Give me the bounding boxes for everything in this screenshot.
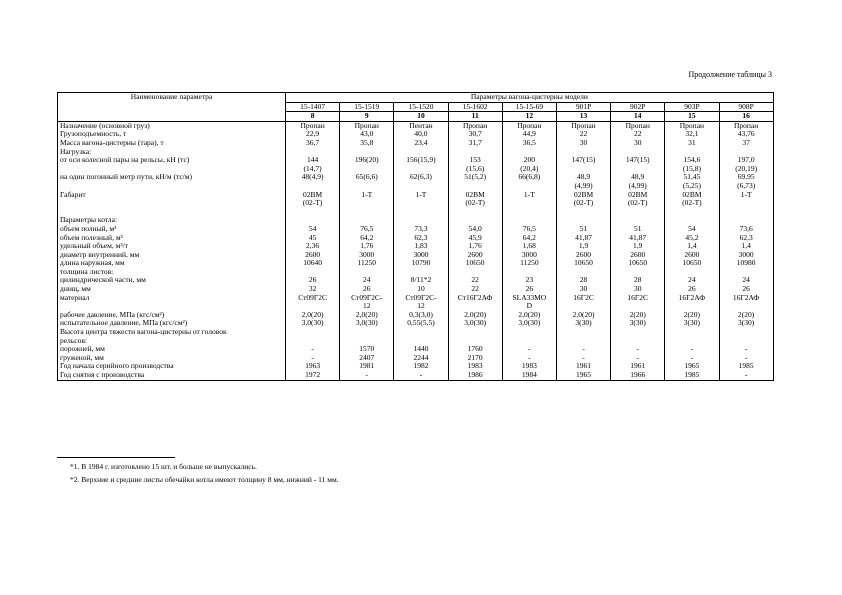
value-cell: 197,0 [719, 156, 773, 165]
value-cell: 30 [611, 285, 665, 294]
value-cell: 1,76 [340, 242, 394, 251]
value-cell: 41,87 [556, 234, 610, 243]
value-cell: 11250 [340, 259, 394, 268]
model-header-cell: 901Р [556, 102, 610, 112]
column-number-cell: 11 [448, 112, 502, 122]
value-cell: 2170 [448, 354, 502, 363]
value-cell [340, 199, 394, 208]
row-label: диаметр внутренний, мм [58, 251, 286, 260]
row-label: Высота центра тяжести вагона-цистерны от головок [58, 328, 286, 337]
value-cell: (02-Т) [286, 199, 340, 208]
value-cell: 22 [556, 130, 610, 139]
value-cell: 31,7 [448, 139, 502, 148]
value-cell: 1983 [502, 362, 556, 371]
table-row [58, 371, 774, 380]
value-cell: 10650 [611, 259, 665, 268]
value-cell: 64,2 [340, 234, 394, 243]
value-cell: - [502, 354, 556, 363]
value-cell: 1983 [448, 362, 502, 371]
value-cell: - [556, 354, 610, 363]
value-cell: 10650 [556, 259, 610, 268]
value-cell: (02-Т) [665, 199, 719, 208]
value-cell: 0,55(5,5) [394, 319, 448, 328]
value-cell: 1-Т [340, 191, 394, 200]
value-cell: Пропан [286, 121, 340, 130]
value-cell: 1965 [665, 362, 719, 371]
value-cell: 2,0(20) [502, 311, 556, 320]
value-cell: - [719, 354, 773, 363]
value-cell: 48,9 [611, 173, 665, 182]
value-cell [611, 328, 665, 337]
row-label: объем полезный, м³ [58, 234, 286, 243]
value-cell: SLA33MO [502, 294, 556, 303]
value-cell: 2,36 [286, 242, 340, 251]
value-cell: 30 [611, 139, 665, 148]
value-cell: 1,9 [611, 242, 665, 251]
value-cell: 2600 [665, 251, 719, 260]
value-cell: - [719, 345, 773, 354]
value-cell: 22 [611, 130, 665, 139]
value-cell: 02ВМ [665, 191, 719, 200]
value-cell [448, 328, 502, 337]
column-number-cell: 9 [340, 112, 394, 122]
value-cell [286, 208, 340, 217]
value-cell: Ст09Г2С [286, 294, 340, 303]
value-cell: - [340, 371, 394, 380]
value-cell: 2244 [394, 354, 448, 363]
value-cell [502, 208, 556, 217]
row-label: Нагрузка: [58, 148, 286, 157]
value-cell [719, 199, 773, 208]
value-cell: 2(20) [719, 311, 773, 320]
value-cell: 200 [502, 156, 556, 165]
value-cell: 1-Т [719, 191, 773, 200]
value-cell: 51(5,2) [448, 173, 502, 182]
value-cell: 43,0 [340, 130, 394, 139]
row-label: цилиндрической части, мм [58, 276, 286, 285]
value-cell: 65(6,6) [340, 173, 394, 182]
value-cell: 1965 [556, 371, 610, 380]
value-cell [394, 328, 448, 337]
value-cell: 144 [286, 156, 340, 165]
value-cell: 26 [719, 285, 773, 294]
column-number-cell: 10 [394, 112, 448, 122]
row-label: удельный объем, м³/т [58, 242, 286, 251]
row-label: рабочее давление, МПа (кгс/см²) [58, 311, 286, 320]
value-cell: 3(30) [665, 319, 719, 328]
value-cell: 1,68 [502, 242, 556, 251]
value-cell: 02ВМ [556, 191, 610, 200]
value-cell: Ст16Г2АФ [448, 294, 502, 303]
value-cell [394, 208, 448, 217]
column-number-cell: 13 [556, 112, 610, 122]
row-label: Масса вагона-цистерны (тара), т [58, 139, 286, 148]
value-cell [340, 208, 394, 217]
model-header-cell: 15-1519 [340, 102, 394, 112]
value-cell: D [502, 302, 556, 311]
value-cell: 1961 [611, 362, 665, 371]
table-row [58, 208, 774, 217]
value-cell: 3000 [502, 251, 556, 260]
value-cell: 3,0(30) [502, 319, 556, 328]
value-cell: 45 [286, 234, 340, 243]
value-cell: 147(15) [556, 156, 610, 165]
row-label: Год снятия с производства [58, 371, 286, 380]
value-cell: 16Г2С [611, 294, 665, 303]
value-cell [556, 328, 610, 337]
param-name-header: Наименование параметра [58, 93, 286, 122]
value-cell: 1972 [286, 371, 340, 380]
value-cell: 30 [556, 285, 610, 294]
column-number-cell: 14 [611, 112, 665, 122]
column-number-cell: 12 [502, 112, 556, 122]
value-cell: - [611, 354, 665, 363]
value-cell: 16Г2С [556, 294, 610, 303]
value-cell: 51 [556, 225, 610, 234]
value-cell: 2,0(20) [448, 311, 502, 320]
value-cell: 2600 [556, 251, 610, 260]
value-cell: Пропан [665, 121, 719, 130]
value-cell: 41,87 [611, 234, 665, 243]
value-cell: 23 [502, 276, 556, 285]
row-label: рельсов: [58, 337, 286, 346]
value-cell: - [286, 345, 340, 354]
row-label: толщина листов: [58, 268, 286, 277]
value-cell: 2,0(20) [340, 311, 394, 320]
value-cell: 48,9 [556, 173, 610, 182]
value-cell: 154,6 [665, 156, 719, 165]
table-row [58, 156, 774, 165]
value-cell: - [502, 345, 556, 354]
value-cell: 1,4 [719, 242, 773, 251]
value-cell: 62,3 [394, 234, 448, 243]
value-cell: (14,7) [286, 165, 340, 174]
value-cell: 12 [340, 302, 394, 311]
value-cell: 24 [665, 276, 719, 285]
parameters-table [57, 92, 774, 381]
row-label: Год начала серийного производства [58, 362, 286, 371]
row-label: порожней, мм [58, 345, 286, 354]
value-cell [502, 328, 556, 337]
group-title-header: Параметры вагона-цистерны модели [286, 93, 774, 103]
row-label: от оси колесной пары на рельсы, кН (тс) [58, 156, 286, 165]
value-cell: (20,4) [502, 165, 556, 174]
row-label [58, 199, 286, 208]
row-label: груженой, мм [58, 354, 286, 363]
value-cell: 3(30) [556, 319, 610, 328]
value-cell: 10650 [665, 259, 719, 268]
value-cell: 62,3 [719, 234, 773, 243]
model-header-cell: 15-1520 [394, 102, 448, 112]
value-cell: - [665, 354, 719, 363]
table-row [58, 191, 774, 200]
table-row [58, 139, 774, 148]
value-cell: 26 [286, 276, 340, 285]
value-cell: 3,0(30) [448, 319, 502, 328]
value-cell: 196(20) [340, 156, 394, 165]
value-cell: 2,0(20) [556, 311, 610, 320]
value-cell: 3,0(30) [286, 319, 340, 328]
value-cell: (20,19) [719, 165, 773, 174]
value-cell: 02ВМ [611, 191, 665, 200]
value-cell: Пропан [340, 121, 394, 130]
value-cell: - [665, 345, 719, 354]
value-cell: 76,5 [502, 225, 556, 234]
value-cell: 26 [665, 285, 719, 294]
row-label: Грузоподъемность, т [58, 130, 286, 139]
value-cell: 1986 [448, 371, 502, 380]
value-cell: 1,9 [556, 242, 610, 251]
value-cell: Ст09Г2С- [340, 294, 394, 303]
model-header-cell: 903Р [665, 102, 719, 112]
value-cell: 16Г2АФ [719, 294, 773, 303]
value-cell: Пропан [556, 121, 610, 130]
value-cell: 54 [286, 225, 340, 234]
value-cell: 45,2 [665, 234, 719, 243]
footnote-2: *2. Верхние и средние листы обечайки котла имеют толщину 8 мм, нижний - 11 мм. [70, 475, 339, 484]
value-cell: 10790 [394, 259, 448, 268]
value-cell: 24 [719, 276, 773, 285]
value-cell: 1966 [611, 371, 665, 380]
value-cell: 26 [340, 285, 394, 294]
value-cell [286, 328, 340, 337]
table-row [58, 276, 774, 285]
value-cell: 62(6,3) [394, 173, 448, 182]
column-number-cell: 15 [665, 112, 719, 122]
value-cell: 44,9 [502, 130, 556, 139]
value-cell: 36,5 [502, 139, 556, 148]
value-cell: 3000 [340, 251, 394, 260]
value-cell: 3000 [394, 251, 448, 260]
value-cell: 3(30) [719, 319, 773, 328]
value-cell: 1,4 [665, 242, 719, 251]
value-cell: 40,0 [394, 130, 448, 139]
column-number-cell: 8 [286, 112, 340, 122]
table-row [58, 259, 774, 268]
value-cell: (5,25) [665, 182, 719, 191]
row-label: испытательное давление, МПа (кгс/см²) [58, 319, 286, 328]
value-cell: 73,6 [719, 225, 773, 234]
value-cell: 1985 [719, 362, 773, 371]
value-cell: 2407 [340, 354, 394, 363]
value-cell: 64,2 [502, 234, 556, 243]
value-cell [665, 328, 719, 337]
value-cell: - [394, 371, 448, 380]
value-cell: - [611, 345, 665, 354]
value-cell: 02ВМ [286, 191, 340, 200]
value-cell: 26 [502, 285, 556, 294]
value-cell: 3000 [719, 251, 773, 260]
table-row [58, 294, 774, 303]
model-header-cell: 15-15-69 [502, 102, 556, 112]
value-cell: Ст09Г2С- [394, 294, 448, 303]
value-cell: 54 [665, 225, 719, 234]
value-cell: 1985 [665, 371, 719, 380]
value-cell: 37 [719, 139, 773, 148]
value-cell: 2600 [611, 251, 665, 260]
row-label: на один погонный метр пути, кН/м (тс/м) [58, 173, 286, 182]
value-cell: 69,95 [719, 173, 773, 182]
row-label: объем полный, м³ [58, 225, 286, 234]
value-cell: 54,0 [448, 225, 502, 234]
value-cell: 156(15,9) [394, 156, 448, 165]
value-cell: 1981 [340, 362, 394, 371]
value-cell: 22 [448, 285, 502, 294]
value-cell: 1963 [286, 362, 340, 371]
value-cell: 10640 [286, 259, 340, 268]
row-label: Габарит [58, 191, 286, 200]
value-cell: 43,76 [719, 130, 773, 139]
value-cell: (6,73) [719, 182, 773, 191]
value-cell: 147(15) [611, 156, 665, 165]
value-cell: 1982 [394, 362, 448, 371]
value-cell: 0,3(3,0) [394, 311, 448, 320]
value-cell [340, 328, 394, 337]
column-number-cell: 16 [719, 112, 773, 122]
value-cell: 1-Т [502, 191, 556, 200]
value-cell [448, 208, 502, 217]
value-cell: 3,0(30) [340, 319, 394, 328]
value-cell: 153 [448, 156, 502, 165]
table-body [58, 121, 774, 380]
footnote-separator [57, 457, 175, 458]
value-cell: - [719, 371, 773, 380]
value-cell: 66(6,8) [502, 173, 556, 182]
table-row [58, 199, 774, 208]
table-row [58, 328, 774, 337]
value-cell: 73,3 [394, 225, 448, 234]
value-cell: 24 [340, 276, 394, 285]
footnote-1: *1. В 1984 г. изготовлено 15 шт. и больше не выпускались. [70, 462, 257, 471]
value-cell: 2,0(20) [286, 311, 340, 320]
value-cell [502, 199, 556, 208]
value-cell: 11250 [502, 259, 556, 268]
value-cell: 23,4 [394, 139, 448, 148]
value-cell: (15,8) [665, 165, 719, 174]
value-cell: 2600 [448, 251, 502, 260]
value-cell: 30 [556, 139, 610, 148]
row-label: Параметры котла: [58, 216, 286, 225]
value-cell: Пропан [719, 121, 773, 130]
value-cell: 12 [394, 302, 448, 311]
value-cell: 10 [394, 285, 448, 294]
value-cell: (02-Т) [556, 199, 610, 208]
value-cell: Пропан [448, 121, 502, 130]
value-cell: (15,6) [448, 165, 502, 174]
value-cell: - [556, 345, 610, 354]
model-header-cell: 902Р [611, 102, 665, 112]
value-cell [556, 208, 610, 217]
model-header-cell: 15-1602 [448, 102, 502, 112]
value-cell [719, 208, 773, 217]
value-cell: 22 [448, 276, 502, 285]
value-cell: 16Г2АФ [665, 294, 719, 303]
value-cell: 35,8 [340, 139, 394, 148]
value-cell: 45,9 [448, 234, 502, 243]
value-cell: (02-Т) [611, 199, 665, 208]
value-cell: 2(20) [611, 311, 665, 320]
value-cell: Пропан [611, 121, 665, 130]
value-cell: 32,1 [665, 130, 719, 139]
value-cell: 8/11*2 [394, 276, 448, 285]
value-cell: 1-Т [394, 191, 448, 200]
value-cell: 30,7 [448, 130, 502, 139]
value-cell: (4,99) [611, 182, 665, 191]
value-cell: (4,99) [556, 182, 610, 191]
continuation-label: Продолжение таблицы 3 [688, 70, 772, 79]
value-cell: 1760 [448, 345, 502, 354]
value-cell: 51,45 [665, 173, 719, 182]
row-label: материал [58, 294, 286, 303]
value-cell: 28 [611, 276, 665, 285]
value-cell: 51 [611, 225, 665, 234]
value-cell: 1,76 [448, 242, 502, 251]
table-row [58, 362, 774, 371]
value-cell [611, 208, 665, 217]
value-cell: 02ВМ [448, 191, 502, 200]
value-cell: 10650 [448, 259, 502, 268]
value-cell: 1440 [394, 345, 448, 354]
value-cell: (02-Т) [448, 199, 502, 208]
value-cell: 1570 [340, 345, 394, 354]
model-header-cell: 908Р [719, 102, 773, 112]
value-cell: 48(4,9) [286, 173, 340, 182]
value-cell: Пропан [502, 121, 556, 130]
row-label [58, 182, 286, 191]
value-cell: 76,5 [340, 225, 394, 234]
value-cell: 1961 [556, 362, 610, 371]
value-cell: 32 [286, 285, 340, 294]
row-label: днищ, мм [58, 285, 286, 294]
value-cell [719, 328, 773, 337]
value-cell: 1984 [502, 371, 556, 380]
value-cell: 31 [665, 139, 719, 148]
row-label: Назначение (основной груз) [58, 121, 286, 130]
value-cell: 1,83 [394, 242, 448, 251]
value-cell: 2(20) [665, 311, 719, 320]
value-cell: Пентан [394, 121, 448, 130]
value-cell: 2600 [286, 251, 340, 260]
value-cell: 28 [556, 276, 610, 285]
value-cell: 10980 [719, 259, 773, 268]
value-cell: 36,7 [286, 139, 340, 148]
model-header-cell: 15-1407 [286, 102, 340, 112]
table-row [58, 173, 774, 182]
value-cell [394, 199, 448, 208]
value-cell: - [286, 354, 340, 363]
value-cell [665, 208, 719, 217]
value-cell: 22,9 [286, 130, 340, 139]
value-cell: 3(30) [611, 319, 665, 328]
row-label: длина наружная, мм [58, 259, 286, 268]
